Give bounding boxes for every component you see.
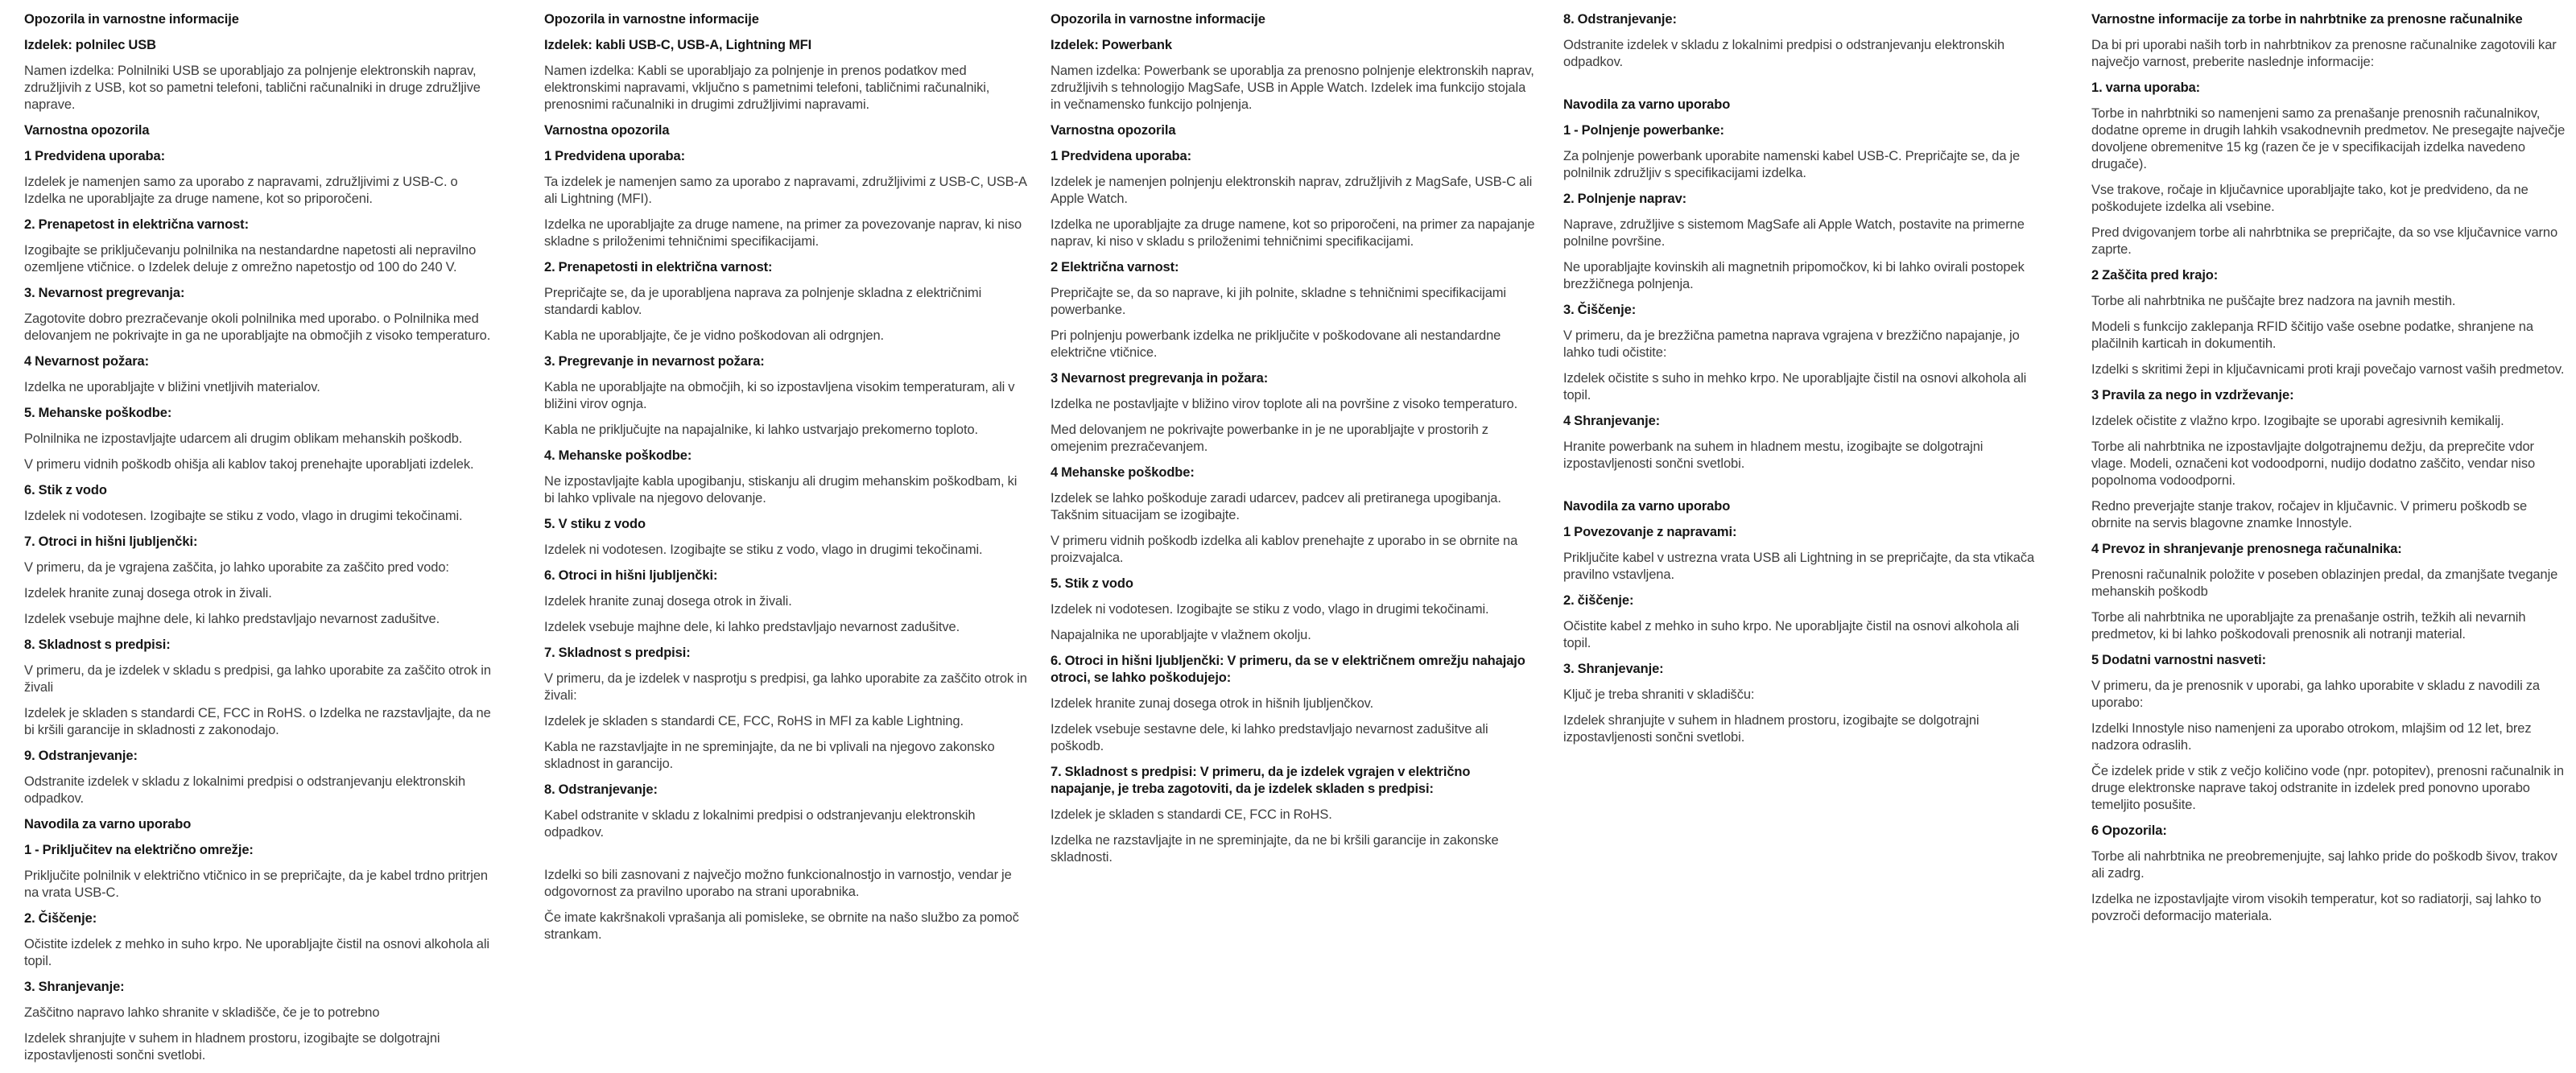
paragraph: Kabla ne uporabljajte na območjih, ki so izpostavljena visokim temperaturam, ali v bližini virov ognja.	[544, 380, 1015, 411]
text-column-laptop-bags	[2091, 11, 2566, 934]
section-heading: Navodila za varno uporabo	[1563, 499, 1731, 514]
paragraph: Izdelek ni vodotesen. Izogibajte se stiku z vodo, vlago in drugimi tekočinami.	[544, 543, 983, 557]
paragraph: V primeru, da je izdelek v nasprotju s predpisi, ga lahko uporabite za zaščito otrok in živali:	[544, 671, 1027, 703]
paragraph: Izdelka ne uporabljajte za druge namene, kot so priporočeni, na primer za napajanje naprav, ki niso v skladu s priloženimi tehničnimi specifikacijami.	[1051, 217, 1535, 249]
paragraph: Napajalnika ne uporabljajte v vlažnem okolju.	[1051, 628, 1311, 642]
paragraph: Izdelek ni vodotesen. Izogibajte se stiku z vodo, vlago in drugimi tekočinami.	[24, 509, 463, 523]
paragraph: V primeru, da je brezžična pametna naprava vgrajena v brezžično napajanje, jo lahko tudi očistite:	[1563, 328, 2020, 360]
section-heading: Opozorila in varnostne informacije	[544, 12, 759, 27]
section-heading: 1 - Priključitev na električno omrežje:	[24, 843, 254, 857]
paragraph: Torbe in nahrbtniki so namenjeni samo za prenašanje prenosnih računalnikov, dodatne opreme in drugih lahkih vsakodnevnih predmetov. Ne presegajte največje dovoljene obremenitve 15 kg (razen če je v specifikacijah izdelka navedeno drugače).	[2091, 106, 2566, 171]
section-heading: 6. Stik z vodo	[24, 483, 107, 497]
paragraph: Polnilnika ne izpostavljajte udarcem ali drugim oblikam mehanskih poškodb.	[24, 431, 463, 446]
paragraph: V primeru, da je izdelek v skladu s predpisi, ga lahko uporabite za zaščito otrok in živali	[24, 663, 491, 695]
section-heading: 2 Zaščita pred krajo:	[2091, 268, 2219, 283]
paragraph: Izdelka ne uporabljajte za druge namene, na primer za povezovanje naprav, ki niso skladne s priloženimi tehničnimi specifikacijami.	[544, 217, 1022, 249]
section-heading: 4 Prevoz in shranjevanje prenosnega računalnika:	[2091, 542, 2402, 556]
paragraph: Odstranite izdelek v skladu z lokalnimi predpisi o odstranjevanju elektronskih odpadkov.	[24, 774, 466, 806]
section-heading: Navodila za varno uporabo	[1563, 97, 1731, 112]
section-heading: 3. Shranjevanje:	[1563, 662, 1664, 676]
section-heading: Opozorila in varnostne informacije	[1051, 12, 1265, 27]
paragraph: Izdelki Innostyle niso namenjeni za uporabo otrokom, mlajšim od 12 let, brez nadzora odraslih.	[2091, 721, 2532, 753]
paragraph: Naprave, združljive s sistemom MagSafe ali Apple Watch, postavite na primerne polnilne površine.	[1563, 217, 2025, 249]
paragraph: Odstranite izdelek v skladu z lokalnimi predpisi o odstranjevanju elektronskih odpadkov.	[1563, 38, 2005, 69]
text-column-powerbank	[1051, 11, 1537, 875]
section-heading: 8. Skladnost s predpisi:	[24, 638, 171, 652]
paragraph: Da bi pri uporabi naših torb in nahrbtnikov za prenosne računalnike zagotovili kar največjo varnost, preberite naslednje informacije:	[2091, 38, 2557, 69]
paragraph: Prepričajte se, da je uporabljena naprava za polnjenje skladna z električnimi standardi kablov.	[544, 286, 982, 317]
paragraph: V primeru vidnih poškodb ohišja ali kablov takoj prenehajte uporabljati izdelek.	[24, 457, 474, 472]
section-heading: Izdelek: kabli USB-C, USB-A, Lightning MFI	[544, 38, 812, 52]
section-heading: 9. Odstranjevanje:	[24, 749, 138, 763]
paragraph: Ključ je treba shraniti v skladišču:	[1563, 687, 1755, 702]
paragraph: Torbe ali nahrbtnika ne preobremenjujte, saj lahko pride do poškodb šivov, trakov ali zadrg.	[2091, 849, 2557, 881]
paragraph: Zagotovite dobro prezračevanje okoli polnilnika med uporabo. o Polnilnika med delovanjem ne pokrivajte in ga ne uporabljajte na območjih z visoko temperaturo.	[24, 312, 491, 343]
section-heading: Varnostne informacije za torbe in nahrbtnike za prenosne računalnike	[2091, 12, 2523, 27]
paragraph: Izdelek je namenjen samo za uporabo z napravami, združljivimi z USB-C. o Izdelka ne uporabljajte za druge namene, kot so priporočeni.	[24, 175, 458, 206]
paragraph: Redno preverjajte stanje trakov, ročajev in ključavnic. V primeru poškodb se obrnite na servis blagovne znamke Innostyle.	[2091, 499, 2528, 530]
paragraph: Prenosni računalnik položite v poseben oblazinjen predal, da zmanjšate tveganje mehanskih poškodb	[2091, 567, 2558, 599]
paragraph: V primeru vidnih poškodb izdelka ali kablov prenehajte z uporabo in se obrnite na proizvajalca.	[1051, 534, 1518, 565]
paragraph: Če izdelek pride v stik z večjo količino vode (npr. potopitev), prenosni računalnik in druge elektronske naprave takoj odstranite in izdelek pred ponovno uporabo temeljito posušite.	[2091, 764, 2564, 812]
section-heading: 4 Shranjevanje:	[1563, 414, 1661, 428]
paragraph: Izdelek vsebuje majhne dele, ki lahko predstavljajo nevarnost zadušitve.	[544, 620, 960, 634]
paragraph: Modeli s funkcijo zaklepanja RFID ščitijo vaše osebne podatke, shranjene na plačilnih karticah in dokumentih.	[2091, 320, 2533, 351]
paragraph: Izdelek je namenjen polnjenju elektronskih naprav, združljivih z MagSafe, USB-C ali Apple Watch.	[1051, 175, 1533, 206]
paragraph: Kabla ne razstavljajte in ne spreminjajte, da ne bi vplivali na njegovo zakonsko skladnost in garancijo.	[544, 740, 995, 771]
section-heading: 5 Dodatni varnostni nasveti:	[2091, 653, 2266, 667]
section-heading: 2. Čiščenje:	[24, 911, 97, 926]
section-heading: 6. Otroci in hišni ljubljenčki:	[544, 568, 718, 583]
section-heading: 1 Predvidena uporaba:	[24, 149, 165, 163]
paragraph: Ne uporabljajte kovinskih ali magnetnih pripomočkov, ki bi lahko ovirali postopek brezžičnega polnjenja.	[1563, 260, 2025, 291]
section-heading: 8. Odstranjevanje:	[544, 782, 658, 797]
section-heading: 4 Mehanske poškodbe:	[1051, 465, 1195, 480]
text-column-cables	[544, 11, 1029, 952]
section-heading: 1 Predvidena uporaba:	[1051, 149, 1191, 163]
paragraph: Namen izdelka: Powerbank se uporablja za prenosno polnjenje elektronskih naprav, združljivih s tehnologijo MagSafe, USB in Apple Watch. Izdelek ima funkcijo stojala in večnamensko funkcijo polnjenja.	[1051, 64, 1534, 112]
section-heading: 1 Povezovanje z napravami:	[1563, 525, 1737, 539]
section-heading: 3 Pravila za nego in vzdrževanje:	[2091, 388, 2294, 402]
paragraph: Med delovanjem ne pokrivajte powerbanke in je ne uporabljajte v prostorih z omejenim prezračevanjem.	[1051, 423, 1488, 454]
section-heading: 1 - Polnjenje powerbanke:	[1563, 123, 1724, 138]
paragraph: Vse trakove, ročaje in ključavnice uporabljajte tako, kot je predvideno, da ne poškodujete izdelka ali vsebine.	[2091, 183, 2529, 214]
section-heading: 3. Shranjevanje:	[24, 980, 125, 994]
paragraph: Pri polnjenju powerbank izdelka ne priključite v poškodovane ali nestandardne električne vtičnice.	[1051, 328, 1501, 360]
paragraph: Hranite powerbank na suhem in hladnem mestu, izogibajte se dolgotrajni izpostavljenosti sončni svetlobi.	[1563, 440, 1984, 471]
paragraph: Izdelek očistite s suho in mehko krpo. Ne uporabljajte čistil na osnovi alkohola ali topil.	[1563, 371, 2027, 402]
paragraph: Izdelek vsebuje majhne dele, ki lahko predstavljajo nevarnost zadušitve.	[24, 612, 440, 626]
paragraph: Pred dvigovanjem torbe ali nahrbtnika se prepričajte, da so vse ključavnice varno zaprte.	[2091, 225, 2558, 257]
section-heading: 1 Predvidena uporaba:	[544, 149, 685, 163]
paragraph: Torbe ali nahrbtnika ne puščajte brez nadzora na javnih mestih.	[2091, 294, 2456, 308]
section-heading: 1. varna uporaba:	[2091, 80, 2201, 95]
paragraph: V primeru, da je prenosnik v uporabi, ga lahko uporabite v skladu z navodili za uporabo:	[2091, 679, 2540, 710]
section-heading: 4. Mehanske poškodbe:	[544, 448, 692, 463]
paragraph: Izdelek vsebuje sestavne dele, ki lahko predstavljajo nevarnost zadušitve ali poškodb.	[1051, 722, 1488, 753]
paragraph: Izdelka ne razstavljajte in ne spreminjajte, da ne bi kršili garancije in zakonske skladnosti.	[1051, 833, 1499, 865]
paragraph: Izdelek je skladen s standardi CE, FCC in RoHS. o Izdelka ne razstavljajte, da ne bi kršili garancije in skladnosti z zakonodajo.	[24, 706, 491, 737]
paragraph: Izdelek shranjujte v suhem in hladnem prostoru, izogibajte se dolgotrajni izpostavljenosti sončni svetlobi.	[24, 1031, 440, 1063]
paragraph: Izdelek ni vodotesen. Izogibajte se stiku z vodo, vlago in drugimi tekočinami.	[1051, 602, 1489, 617]
paragraph: Kabel odstranite v skladu z lokalnimi predpisi o odstranjevanju elektronskih odpadkov.	[544, 808, 976, 840]
section-heading: 2. Prenapetost in električna varnost:	[24, 217, 249, 232]
section-heading: 2. čiščenje:	[1563, 593, 1634, 608]
section-heading: 8. Odstranjevanje:	[1563, 12, 1677, 27]
section-heading: Navodila za varno uporabo	[24, 817, 192, 832]
section-heading: Izdelek: polnilec USB	[24, 38, 156, 52]
section-heading: 7. Skladnost s predpisi:	[544, 646, 691, 660]
section-heading: 3. Čiščenje:	[1563, 303, 1637, 317]
paragraph: Ne izpostavljajte kabla upogibanju, stiskanju ali drugim mehanskim poškodbam, ki bi lahko vplivale na njegovo delovanje.	[544, 474, 1018, 506]
paragraph: Ta izdelek je namenjen samo za uporabo z napravami, združljivimi z USB-C, USB-A ali Lightning (MFI).	[544, 175, 1026, 206]
section-heading: 5. Stik z vodo	[1051, 576, 1133, 591]
paragraph: Očistite kabel z mehko in suho krpo. Ne uporabljajte čistil na osnovi alkohola ali topil.	[1563, 619, 2020, 650]
section-heading: 6 Opozorila:	[2091, 823, 2167, 838]
section-heading: 7. Skladnost s predpisi: V primeru, da je izdelek vgrajen v električno napajanje, je treba zagotoviti, da je izdelek skladen s predpisi:	[1051, 765, 1471, 796]
section-heading: 5. V stiku z vodo	[544, 517, 646, 531]
section-heading: 4 Nevarnost požara:	[24, 354, 150, 369]
paragraph: Namen izdelka: Kabli se uporabljajo za polnjenje in prenos podatkov med elektronskimi napravami, vključno s pametnimi telefoni, tabličnimi računalniki, prenosnimi računalniki in drugimi združljivimi napravami.	[544, 64, 990, 112]
paragraph: Izdelka ne postavljajte v bližino virov toplote ali na površine z visoko temperaturo.	[1051, 397, 1518, 411]
paragraph: Priključite kabel v ustrezna vrata USB ali Lightning in se prepričajte, da sta vtikača pravilno vstavljena.	[1563, 551, 2035, 582]
section-heading: 3 Nevarnost pregrevanja in požara:	[1051, 371, 1269, 386]
paragraph: Kabla ne uporabljajte, če je vidno poškodovan ali odrgnjen.	[544, 328, 885, 343]
paragraph: Torbe ali nahrbtnika ne uporabljajte za prenašanje ostrih, težkih ali nevarnih predmetov, ki bi lahko poškodovali prenosnik ali notranji material.	[2091, 610, 2526, 642]
section-heading: Varnostna opozorila	[24, 123, 150, 138]
paragraph: Namen izdelka: Polnilniki USB se uporabljajo za polnjenje elektronskih naprav, združljivih z USB, kot so pametni telefoni, tablični računalniki in druge združljive naprave.	[24, 64, 481, 112]
paragraph: Če imate kakršnakoli vprašanja ali pomisleke, se obrnite na našo službo za pomoč strankam.	[544, 910, 1019, 942]
text-column-usage-instructions	[1563, 11, 2048, 755]
paragraph: V primeru, da je vgrajena zaščita, jo lahko uporabite za zaščito pred vodo:	[24, 560, 449, 575]
paragraph: Izdelki so bili zasnovani z največjo možno funkcionalnostjo in varnostjo, vendar je odgovornost za pravilno uporabo na strani uporabnika.	[544, 868, 1012, 899]
section-heading: 3. Nevarnost pregrevanja:	[24, 286, 185, 300]
paragraph: Prepričajte se, da so naprave, ki jih polnite, skladne s tehničnimi specifikacijami powerbanke.	[1051, 286, 1506, 317]
section-heading: Varnostna opozorila	[544, 123, 670, 138]
paragraph: Izdelek očistite z vlažno krpo. Izogibajte se uporabi agresivnih kemikalij.	[2091, 414, 2504, 428]
paragraph: Kabla ne priključujte na napajalnike, ki lahko ustvarjajo prekomerno toploto.	[544, 423, 979, 437]
section-heading: Opozorila in varnostne informacije	[24, 12, 239, 27]
section-heading: 6. Otroci in hišni ljubljenčki: V primeru, da se v električnem omrežju nahajajo otroci, se lahko poškodujejo:	[1051, 654, 1525, 685]
paragraph: Izdelek hranite zunaj dosega otrok in živali.	[24, 586, 272, 600]
paragraph: Izdelka ne uporabljajte v bližini vnetljivih materialov.	[24, 380, 320, 394]
paragraph: Izdelka ne izpostavljajte virom visokih temperatur, kot so radiatorji, saj lahko to povzroči deformacijo materiala.	[2091, 892, 2541, 923]
paragraph: Izdelek hranite zunaj dosega otrok in hišnih ljubljenčkov.	[1051, 696, 1374, 711]
paragraph: Izdelek se lahko poškoduje zaradi udarcev, padcev ali pretiranega upogibanja. Takšnim situacijam se izogibajte.	[1051, 491, 1501, 522]
paragraph: Izdelek shranjujte v suhem in hladnem prostoru, izogibajte se dolgotrajni izpostavljenosti sončni svetlobi.	[1563, 713, 1979, 745]
section-heading: 2. Prenapetosti in električna varnost:	[544, 260, 773, 274]
section-heading: 5. Mehanske poškodbe:	[24, 406, 172, 420]
paragraph: Izdelek je skladen s standardi CE, FCC, RoHS in MFI za kable Lightning.	[544, 714, 964, 728]
paragraph: Izdelki s skritimi žepi in ključavnicami proti kraji povečajo varnost vaših predmetov.	[2091, 362, 2565, 377]
paragraph: Priključite polnilnik v električno vtičnico in se prepričajte, da je kabel trdno pritrjen na vrata USB-C.	[24, 869, 488, 900]
section-heading: Varnostna opozorila	[1051, 123, 1176, 138]
section-heading: 7. Otroci in hišni ljubljenčki:	[24, 534, 198, 549]
section-heading: 2. Polnjenje naprav:	[1563, 192, 1687, 206]
paragraph: Za polnjenje powerbank uporabite namenski kabel USB-C. Prepričajte se, da je polnilnik združljiv s specifikacijami izdelka.	[1563, 149, 2021, 180]
paragraph: Izogibajte se priključevanju polnilnika na nestandardne napetosti ali nepravilno ozemljene vtičnice. o Izdelek deluje z omrežno napetostjo od 100 do 240 V.	[24, 243, 477, 274]
paragraph: Izdelek hranite zunaj dosega otrok in živali.	[544, 594, 792, 609]
text-column-usb-charger	[24, 11, 501, 1073]
paragraph: Zaščitno napravo lahko shranite v skladišče, če je to potrebno	[24, 1005, 380, 1020]
section-heading: Izdelek: Powerbank	[1051, 38, 1172, 52]
paragraph: Izdelek je skladen s standardi CE, FCC in RoHS.	[1051, 807, 1332, 822]
section-heading: 2 Električna varnost:	[1051, 260, 1179, 274]
paragraph: Očistite izdelek z mehko in suho krpo. Ne uporabljajte čistil na osnovi alkohola ali topil.	[24, 937, 489, 968]
section-heading: 3. Pregrevanje in nevarnost požara:	[544, 354, 765, 369]
paragraph: Torbe ali nahrbtnika ne izpostavljajte dolgotrajnemu dežju, da preprečite vdor vlage. Modeli, označeni kot vodoodporni, nudijo dodatno zaščito, vendar niso popolnoma vodoodporni.	[2091, 440, 2536, 488]
